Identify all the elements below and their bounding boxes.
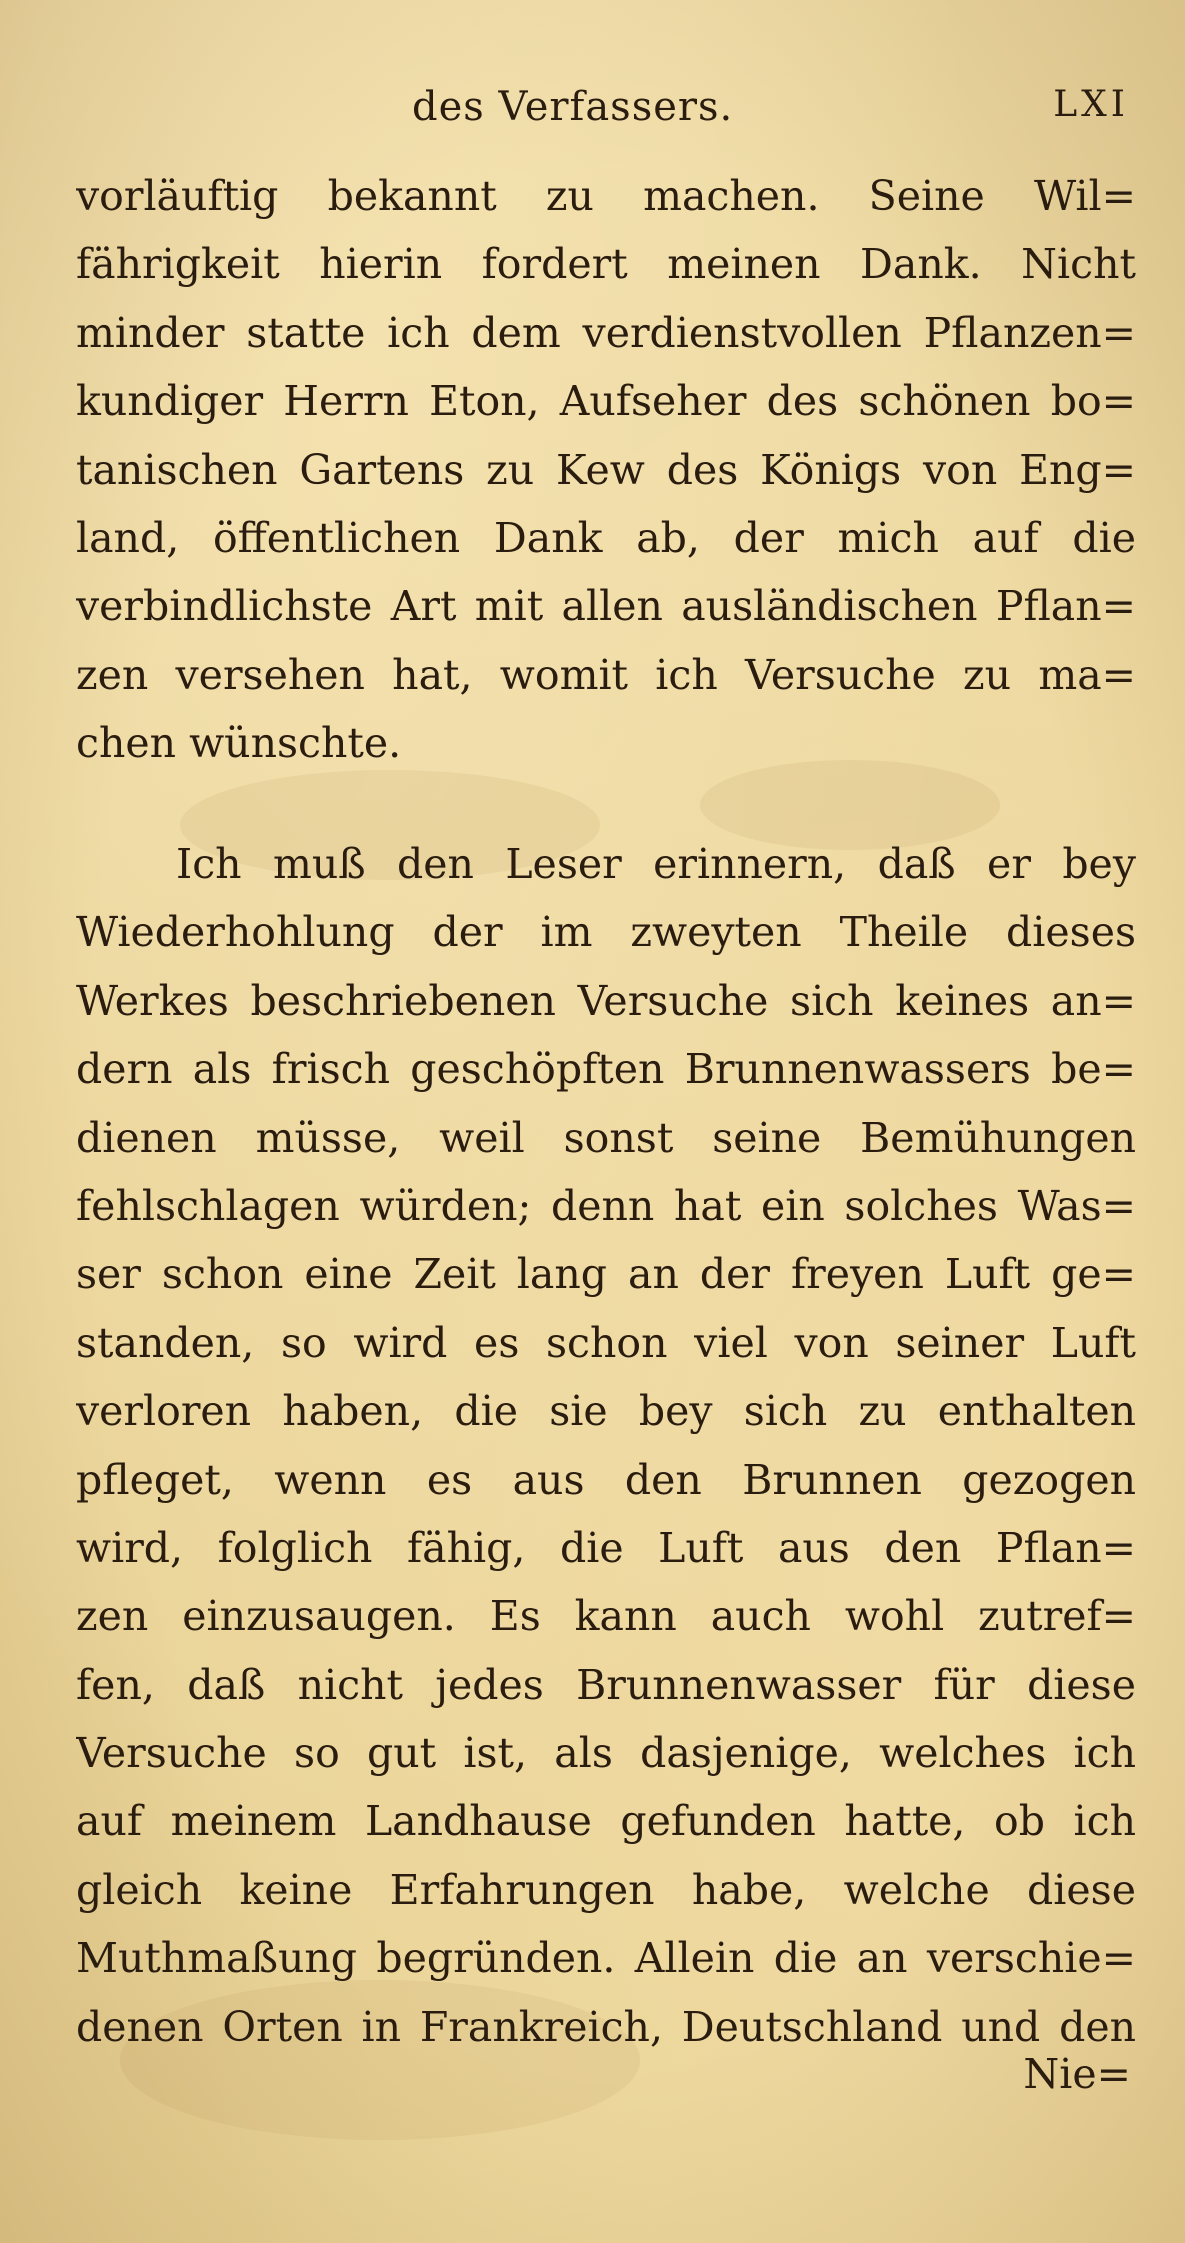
paragraph-1 xyxy=(76,162,1136,778)
page-number: LXI xyxy=(1053,84,1129,125)
text-line: verbindlichste Art mit allen ausländischen Pflan= xyxy=(76,582,1136,631)
text-line: kundiger Herrn Eton, Aufseher des schönen bo= xyxy=(76,377,1136,426)
text-line: Ich muß den Leser erinnern, daß er bey xyxy=(176,840,1136,888)
text-line: Muthmaßung begründen. Allein die an verschie= xyxy=(76,1934,1136,1983)
text-line: standen, so wird es schon viel von seiner Luft xyxy=(76,1318,1136,1367)
text-line: wird, folglich fähig, die Luft aus den Pflan= xyxy=(76,1523,1136,1572)
text-line: gleich keine Erfahrungen habe, welche diese xyxy=(76,1865,1136,1914)
text-line: Wiederhohlung der im zweyten Theile dieses xyxy=(76,908,1136,957)
running-title: des Verfassers. xyxy=(412,84,734,130)
text-line: zen versehen hat, womit ich Versuche zu ma= xyxy=(76,650,1136,699)
text-line: dern als frisch geschöpften Brunnenwassers be= xyxy=(76,1045,1136,1094)
text-line: vorläuftig bekannt zu machen. Seine Wil= xyxy=(76,172,1136,220)
text-line: pfleget, wenn es aus den Brunnen gezogen xyxy=(76,1455,1136,1504)
text-line: denen Orten in Frankreich, Deutschland und den xyxy=(76,2002,1136,2051)
text-line: fährigkeit hierin fordert meinen Dank. Nicht xyxy=(76,240,1136,289)
page-header xyxy=(0,72,1185,132)
text-line: ser schon eine Zeit lang an der freyen Luft ge= xyxy=(76,1250,1136,1299)
text-line: minder statte ich dem verdienstvollen Pflanzen= xyxy=(76,308,1136,357)
text-line: dienen müsse, weil sonst seine Bemühungen xyxy=(76,1113,1136,1162)
text-line: Werkes beschriebenen Versuche sich keines an= xyxy=(76,976,1136,1025)
text-line: Versuche so gut ist, als dasjenige, welches ich xyxy=(76,1729,1136,1778)
text-line: zen einzusaugen. Es kann auch wohl zutref= xyxy=(76,1592,1136,1641)
text-line: tanischen Gartens zu Kew des Königs von Eng= xyxy=(76,445,1136,494)
text-line: verloren haben, die sie bey sich zu enthalten xyxy=(76,1387,1136,1436)
text-line: fen, daß nicht jedes Brunnenwasser für diese xyxy=(76,1660,1136,1709)
paragraph-2 xyxy=(76,830,1136,2061)
text-line: land, öffentlichen Dank ab, der mich auf die xyxy=(76,513,1136,562)
catchword: Nie= xyxy=(1023,2050,1131,2098)
text-line: auf meinem Landhause gefunden hatte, ob ich xyxy=(76,1797,1136,1846)
text-line: chen wünschte. xyxy=(76,719,402,768)
text-line: fehlschlagen würden; denn hat ein solches Was= xyxy=(76,1181,1136,1230)
